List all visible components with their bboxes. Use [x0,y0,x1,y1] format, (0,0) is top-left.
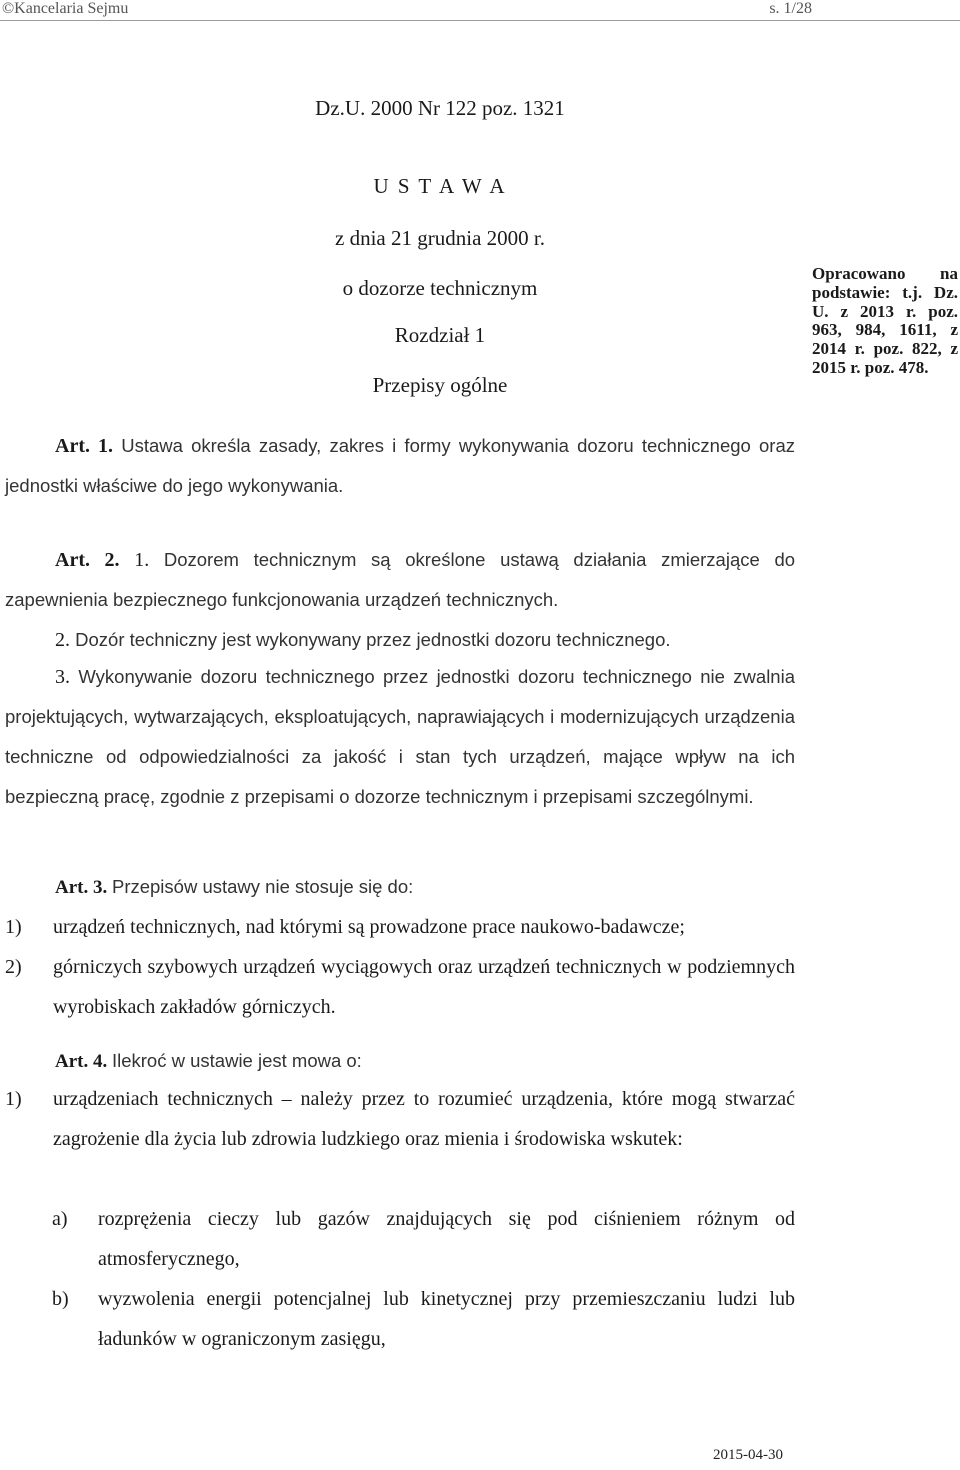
page-header [0,0,960,21]
paragraph-3-text: Wykonywanie dozoru technicznego przez jednostki dozoru technicznego nie zwalnia projektujących, wytwarzających, eksploatujących, naprawiających i modernizujących urządzenia techniczne od odpowiedzialności za jakość i stan tych urządzeń, mające wpływ na ich bezpieczną pracę, zgodnie z przepisami o dozorze technicznym i przepisami szczególnymi. [5,666,795,807]
list-item-number: 1) [5,1088,22,1110]
list-item-number: 1) [5,916,22,938]
page-number: s. 1/28 [769,0,812,17]
paragraph-1-text: Dozorem technicznym są określone ustawą działania zmierzające do zapewnienia bezpiecznego funkcjonowania urządzeń technicznych. [5,549,796,610]
paragraph-1-number: 1. [134,549,150,571]
list-item-text: urządzeniach technicznych – należy przez to rozumieć urządzenia, które mogą stwarzać zagrożenie dla życia lub zdrowia ludzkiego oraz mienia i środowiska wskutek: [53,1088,795,1150]
source-label: ©Kancelaria Sejmu [2,0,129,17]
sub-list-item-text: rozprężenia cieczy lub gazów znajdujących się pod ciśnieniem różnym od atmosferycznego, [98,1208,795,1270]
paragraph-2-text: Dozór techniczny jest wykonywany przez jednostki dozoru technicznego. [75,629,671,650]
article-4-intro: Ilekroć w ustawie jest mowa o: [111,1050,362,1071]
list-item-text: urządzeń technicznych, nad którymi są prowadzone prace naukowo-badawcze; [53,916,685,938]
sub-list-item-letter: b) [52,1288,69,1310]
article-2-paragraph-2 [5,620,795,660]
sub-list-item-letter: a) [52,1208,68,1230]
article-3-intro: Przepisów ustawy nie stosuje się do: [111,876,414,897]
list-item-number: 2) [5,956,22,978]
paragraph-2-number: 2. [55,629,70,651]
act-type: U S T A W A [373,174,507,198]
article-1-text: Ustawa określa zasady, zakres i formy wykonywania dozoru technicznego oraz jednostki właściwe do jego wykonywania. [5,435,796,496]
act-subject: o dozorze technicznym [342,276,538,300]
article-2-label: Art. 2. [55,549,120,571]
article-1 [5,426,795,506]
article-2-paragraph-3 [5,657,795,817]
paragraph-3-number: 3. [55,666,70,688]
footer-date: 2015-04-30 [713,1447,783,1463]
article-3-label: Art. 3. [55,877,108,898]
article-2-paragraph-1 [5,540,795,620]
act-date: z dnia 21 grudnia 2000 r. [335,226,545,250]
article-4-label: Art. 4. [55,1051,108,1072]
article-4-heading [55,1041,362,1082]
list-item-text: górniczych szybowych urządzeń wyciągowych oraz urządzeń technicznych w podziemnych wyrobiskach zakładów górniczych. [53,956,795,1018]
article-1-label: Art. 1. [55,435,114,457]
article-3-heading [55,867,413,908]
chapter-number: Rozdział 1 [394,323,486,347]
source-sidenote: Opracowano na podstawie: t.j. Dz. U. z 2013 r. poz. 963, 984, 1611, z 2014 r. poz. 822, z 2015 r. poz. 478. [812,264,958,377]
sub-list-item-text: wyzwolenia energii potencjalnej lub kinetycznej przy przemieszczaniu ludzi lub ładunków w ograniczonym zasięgu, [98,1288,795,1350]
journal-reference: Dz.U. 2000 Nr 122 poz. 1321 [315,96,565,120]
chapter-title: Przepisy ogólne [372,373,508,397]
